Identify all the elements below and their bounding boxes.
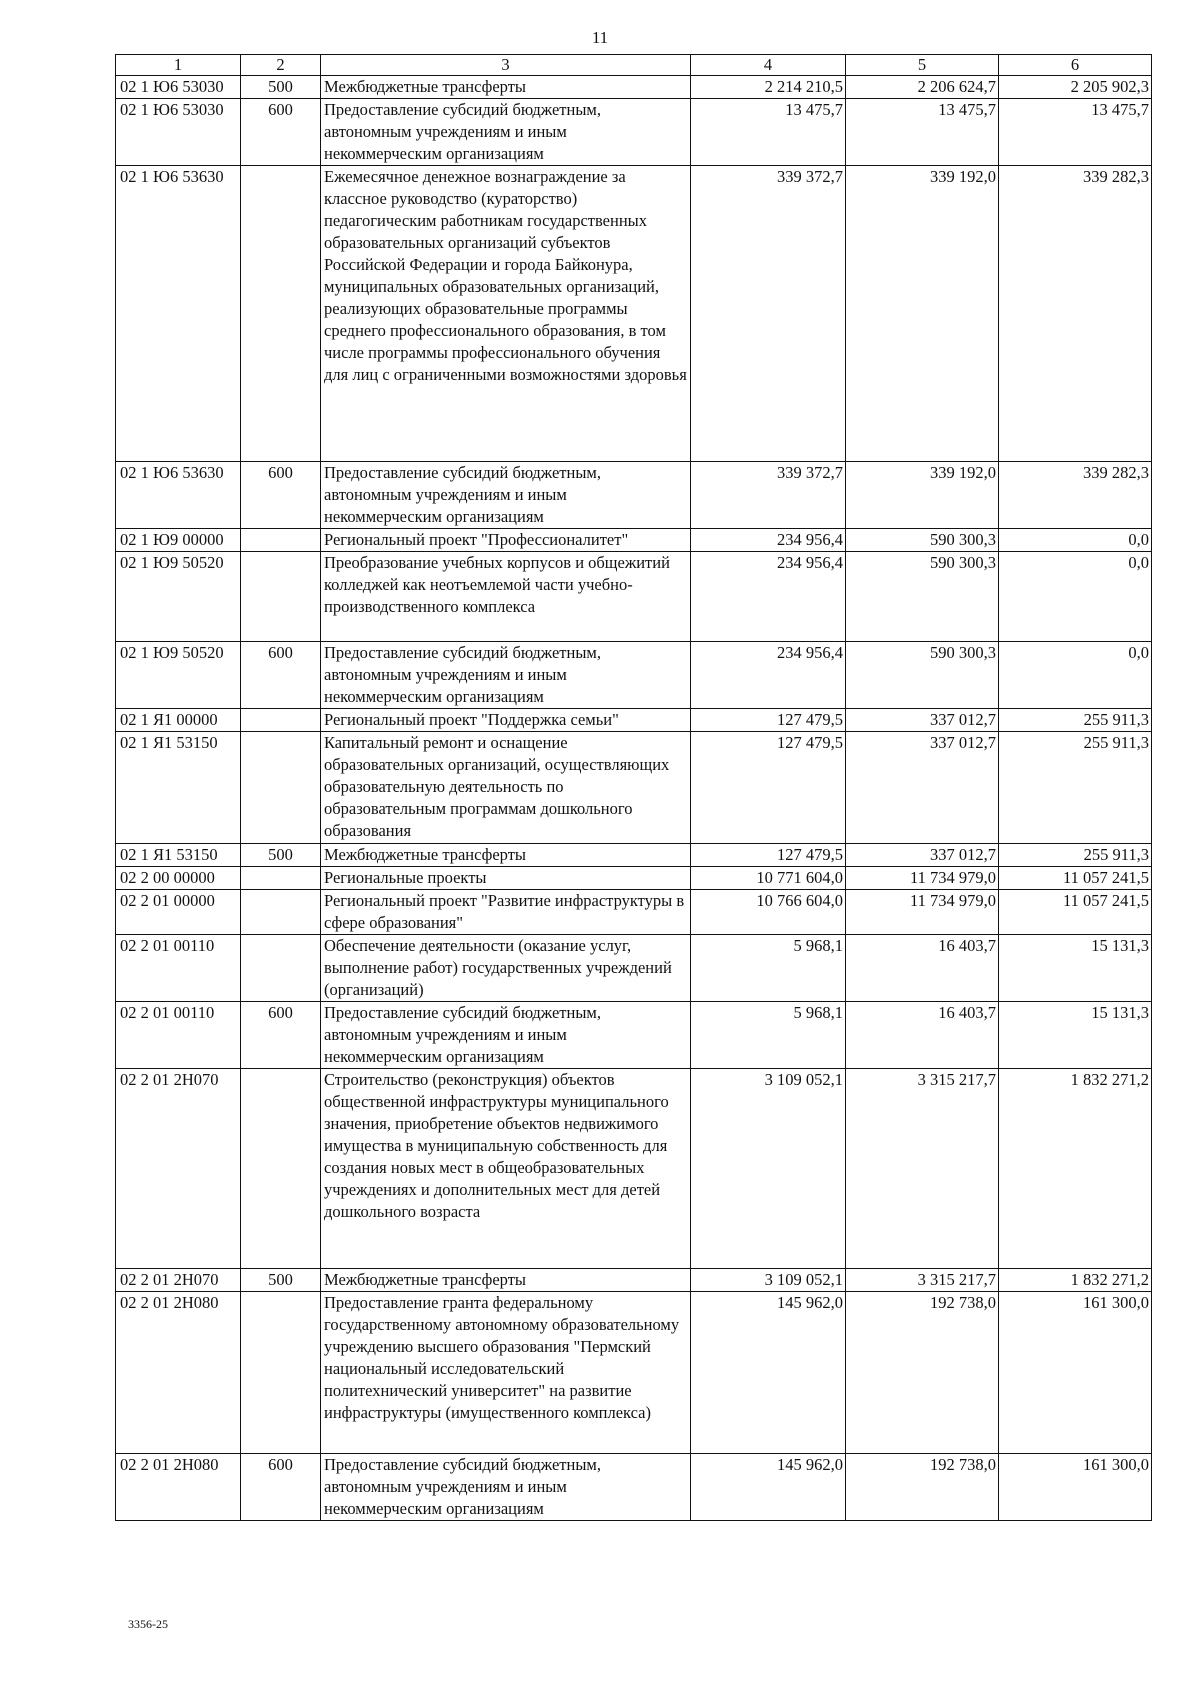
table-row [116,732,1152,844]
table-row [116,529,1152,552]
expense-type-cell [241,529,321,552]
item-name-cell: Региональный проект "Развитие инфраструктуры в сфере образования" [321,890,691,935]
item-name-cell: Предоставление субсидий бюджетным, автономным учреждениям и иным некоммерческим организациям [321,1454,691,1521]
amount-year-3-cell: 15 131,3 [999,1002,1152,1069]
amount-year-1-cell: 339 372,7 [691,462,846,529]
amount-year-2-cell: 11 734 979,0 [846,890,999,935]
item-name-cell: Капитальный ремонт и оснащение образовательных организаций, осуществляющих образовательную деятельность по образовательным программам дошкольного образования [321,732,691,844]
amount-year-3-cell: 0,0 [999,529,1152,552]
target-code-cell: 02 2 01 2Н070 [116,1269,241,1292]
amount-year-2-cell: 3 315 217,7 [846,1269,999,1292]
amount-year-3-cell: 11 057 241,5 [999,890,1152,935]
amount-year-1-cell: 10 766 604,0 [691,890,846,935]
amount-year-2-cell: 16 403,7 [846,1002,999,1069]
item-name-cell: Региональный проект "Поддержка семьи" [321,709,691,732]
table-row [116,642,1152,709]
expense-type-cell [241,709,321,732]
item-name-cell: Межбюджетные трансферты [321,1269,691,1292]
item-name-cell: Предоставление субсидий бюджетным, автономным учреждениям и иным некоммерческим организациям [321,1002,691,1069]
table-row [116,709,1152,732]
table-body [116,76,1152,1521]
table-row [116,890,1152,935]
amount-year-1-cell: 127 479,5 [691,732,846,844]
item-name-cell: Межбюджетные трансферты [321,76,691,99]
table-row [116,844,1152,867]
column-number-row [116,55,1152,76]
table-row [116,552,1152,642]
expense-type-cell [241,732,321,844]
expense-type-cell [241,1292,321,1454]
target-code-cell: 02 2 01 00110 [116,935,241,1002]
amount-year-3-cell: 11 057 241,5 [999,867,1152,890]
amount-year-2-cell: 337 012,7 [846,732,999,844]
item-name-cell: Межбюджетные трансферты [321,844,691,867]
amount-year-2-cell: 11 734 979,0 [846,867,999,890]
column-number: 4 [691,55,846,76]
column-number: 6 [999,55,1152,76]
amount-year-2-cell: 192 738,0 [846,1454,999,1521]
column-number: 1 [116,55,241,76]
amount-year-3-cell: 15 131,3 [999,935,1152,1002]
item-name-cell: Региональный проект "Профессионалитет" [321,529,691,552]
target-code-cell: 02 1 Я1 53150 [116,844,241,867]
amount-year-2-cell: 339 192,0 [846,166,999,462]
amount-year-3-cell: 1 832 271,2 [999,1269,1152,1292]
document-number: 3356-25 [128,1617,168,1631]
amount-year-1-cell: 3 109 052,1 [691,1269,846,1292]
amount-year-2-cell: 590 300,3 [846,552,999,642]
target-code-cell: 02 1 Ю9 00000 [116,529,241,552]
table-row [116,76,1152,99]
amount-year-3-cell: 0,0 [999,642,1152,709]
item-name-cell: Региональные проекты [321,867,691,890]
amount-year-3-cell: 255 911,3 [999,709,1152,732]
amount-year-1-cell: 234 956,4 [691,552,846,642]
table-row [116,99,1152,166]
amount-year-1-cell: 127 479,5 [691,709,846,732]
amount-year-3-cell: 339 282,3 [999,166,1152,462]
target-code-cell: 02 1 Ю6 53630 [116,462,241,529]
amount-year-2-cell: 590 300,3 [846,642,999,709]
expense-type-cell [241,1069,321,1269]
item-name-cell: Строительство (реконструкция) объектов общественной инфраструктуры муниципального значения, приобретение объектов недвижимого имущества в муниципальную собственность для создания новых мест в общеобразовательных учреждениях и дополнительных мест для детей дошкольного возраста [321,1069,691,1269]
table-row [116,462,1152,529]
amount-year-3-cell: 1 832 271,2 [999,1069,1152,1269]
amount-year-1-cell: 234 956,4 [691,642,846,709]
expense-type-cell [241,166,321,462]
table-row [116,1069,1152,1269]
amount-year-3-cell: 339 282,3 [999,462,1152,529]
amount-year-1-cell: 5 968,1 [691,1002,846,1069]
target-code-cell: 02 2 00 00000 [116,867,241,890]
amount-year-3-cell: 0,0 [999,552,1152,642]
target-code-cell: 02 1 Ю6 53630 [116,166,241,462]
amount-year-3-cell: 161 300,0 [999,1292,1152,1454]
amount-year-1-cell: 234 956,4 [691,529,846,552]
table-row [116,166,1152,462]
item-name-cell: Предоставление гранта федеральному государственному автономному образовательному учреждению высшего образования "Пермский национальный исследовательский политехнический университет" на развитие инфраструктуры (имущественного комплекса) [321,1292,691,1454]
amount-year-1-cell: 10 771 604,0 [691,867,846,890]
budget-table [115,54,1152,1521]
column-number: 3 [321,55,691,76]
amount-year-1-cell: 3 109 052,1 [691,1069,846,1269]
amount-year-2-cell: 2 206 624,7 [846,76,999,99]
target-code-cell: 02 2 01 00110 [116,1002,241,1069]
target-code-cell: 02 1 Я1 00000 [116,709,241,732]
target-code-cell: 02 1 Ю6 53030 [116,99,241,166]
table-row [116,1002,1152,1069]
amount-year-3-cell: 255 911,3 [999,844,1152,867]
expense-type-cell: 600 [241,1002,321,1069]
amount-year-1-cell: 339 372,7 [691,166,846,462]
amount-year-1-cell: 13 475,7 [691,99,846,166]
amount-year-2-cell: 590 300,3 [846,529,999,552]
target-code-cell: 02 2 01 2Н080 [116,1454,241,1521]
amount-year-3-cell: 255 911,3 [999,732,1152,844]
target-code-cell: 02 1 Ю9 50520 [116,552,241,642]
amount-year-3-cell: 2 205 902,3 [999,76,1152,99]
item-name-cell: Предоставление субсидий бюджетным, автономным учреждениям и иным некоммерческим организациям [321,99,691,166]
expense-type-cell: 600 [241,1454,321,1521]
target-code-cell: 02 2 01 2Н070 [116,1069,241,1269]
amount-year-2-cell: 3 315 217,7 [846,1069,999,1269]
amount-year-2-cell: 337 012,7 [846,709,999,732]
amount-year-2-cell: 337 012,7 [846,844,999,867]
target-code-cell: 02 2 01 00000 [116,890,241,935]
expense-type-cell: 500 [241,76,321,99]
item-name-cell: Обеспечение деятельности (оказание услуг, выполнение работ) государственных учреждений (организаций) [321,935,691,1002]
expense-type-cell [241,552,321,642]
item-name-cell: Предоставление субсидий бюджетным, автономным учреждениям и иным некоммерческим организациям [321,642,691,709]
amount-year-1-cell: 2 214 210,5 [691,76,846,99]
amount-year-1-cell: 145 962,0 [691,1454,846,1521]
target-code-cell: 02 1 Ю9 50520 [116,642,241,709]
table-row [116,1269,1152,1292]
expense-type-cell [241,935,321,1002]
expense-type-cell: 600 [241,462,321,529]
amount-year-3-cell: 13 475,7 [999,99,1152,166]
table-row [116,1292,1152,1454]
target-code-cell: 02 1 Ю6 53030 [116,76,241,99]
expense-type-cell: 500 [241,844,321,867]
amount-year-1-cell: 5 968,1 [691,935,846,1002]
table-row [116,1454,1152,1521]
expense-type-cell [241,890,321,935]
amount-year-2-cell: 13 475,7 [846,99,999,166]
expense-type-cell: 600 [241,99,321,166]
target-code-cell: 02 2 01 2Н080 [116,1292,241,1454]
item-name-cell: Ежемесячное денежное вознаграждение за классное руководство (кураторство) педагогическим работникам государственных образовательных организаций субъектов Российской Федерации и города Байконура, муниципальных образовательных организаций, реализующих образовательные программы среднего профессионального образования, в том числе программы профессионального обучения для лиц с ограниченными возможностями здоровья [321,166,691,462]
item-name-cell: Предоставление субсидий бюджетным, автономным учреждениям и иным некоммерческим организациям [321,462,691,529]
expense-type-cell: 500 [241,1269,321,1292]
amount-year-3-cell: 161 300,0 [999,1454,1152,1521]
amount-year-2-cell: 16 403,7 [846,935,999,1002]
page-number: 11 [591,28,609,47]
column-number: 5 [846,55,999,76]
table-row [116,867,1152,890]
amount-year-1-cell: 145 962,0 [691,1292,846,1454]
column-number: 2 [241,55,321,76]
expense-type-cell [241,867,321,890]
item-name-cell: Преобразование учебных корпусов и общежитий колледжей как неотъемлемой части учебно-производственного комплекса [321,552,691,642]
expense-type-cell: 600 [241,642,321,709]
amount-year-1-cell: 127 479,5 [691,844,846,867]
table-row [116,935,1152,1002]
amount-year-2-cell: 339 192,0 [846,462,999,529]
target-code-cell: 02 1 Я1 53150 [116,732,241,844]
amount-year-2-cell: 192 738,0 [846,1292,999,1454]
